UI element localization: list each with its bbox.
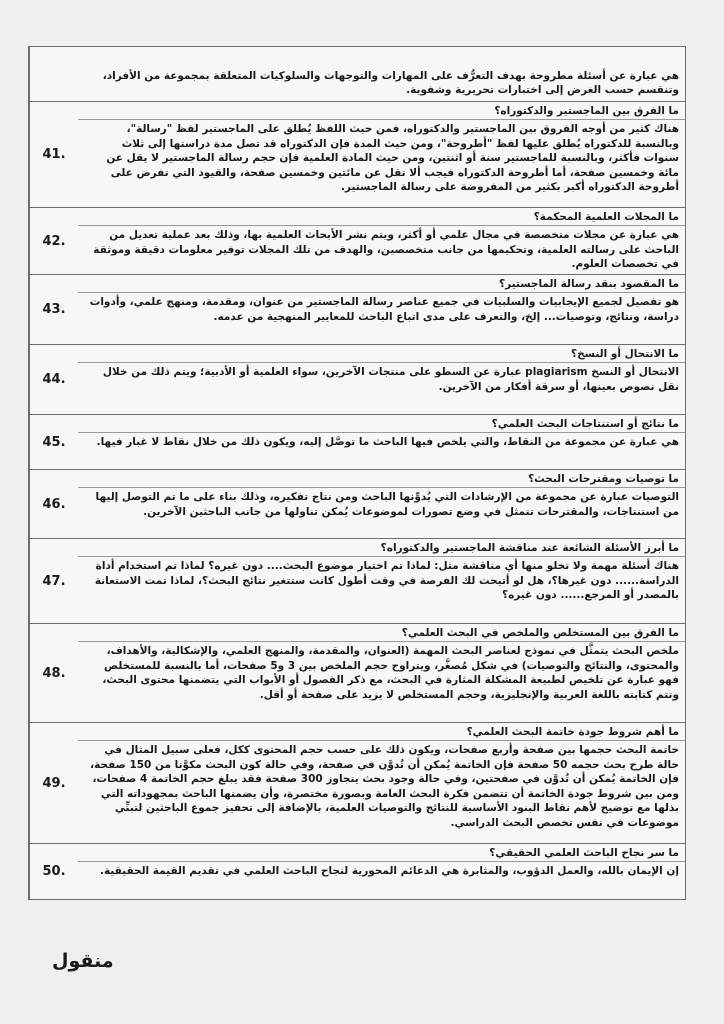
qa-cell	[78, 723, 685, 843]
answer-text: هي عبارة عن مجلات متخصصة في مجال علمي أو أكثر، ويتم نشر الأبحاث العلمية بها، وذلك بعد عملية تعديل من الباحث على رسالته العلمية، وتحكيمها من جانب متخصصين، والهدف من تلك المجلات توفير معلومات دقيقة وموثقة في تخصصات العلوم.	[93, 229, 679, 271]
answer-text: التوصيات عبارة عن مجموعة من الإرشادات التي يُدوِّنها الباحث ومن نتاج تفكيره، وذلك بناء على ما تم التوصل إليها من استنتاجات، والمقترحات تتمثل في وضع تصورات لموضوعات يُمكن تناولها من جانب الباحثين الآخرين.	[95, 491, 679, 518]
answer-text-part: عبارة عن السطو على منتجات الآخرين، سواء العلمية أو الأدبية؛ ويتم ذلك من خلال نقل نصوص بعينها، أو سرقة أفكار من الآخرين.	[102, 366, 679, 393]
question-text: ما نتائج أو استنتاجات البحث العلمي؟	[78, 417, 685, 433]
answer-text-part: الانتحال أو النسخ	[587, 366, 679, 378]
qa-cell	[78, 415, 685, 469]
row-number: 41.	[29, 102, 78, 207]
table-row	[29, 47, 685, 101]
row-number: 49.	[29, 723, 78, 843]
answer-text: هناك كثير من أوجه الفروق بين الماجستير والدكتوراه، فمن حيث اللفظ يُطلق على الماجستير لفظ "رسالة"، وبالنسبة للدكتوراه يُطلق عليها لفظ "أطروحة"، ومن حيث المدة فإن الدكتوراه قد تصل مدة دراستها إلى ثلاث سنوات فأكثر، وبالنسبة للماجستير سنة أو اثنتين، ومن حيث المادة العلمية فإن حجم رسالة الماجستير لا يقل عن مائة وخمسين صفحة، أما أطروحة الدكتوراه فيجب ألا تقل عن مائتين وخمسين صفحة، والقيود التي تفرض على أطروحة الدكتوراه أكبر بكثير من المفروضة على رسالة الماجستير.	[106, 123, 679, 194]
table-row	[29, 414, 685, 469]
qa-cell	[78, 844, 685, 899]
question-text: ما الفرق بين الماجستير والدكتوراه؟	[78, 104, 685, 120]
qa-cell	[78, 208, 685, 274]
answer-text: خاتمة البحث حجمها بين صفحة وأربع صفحات، ويكون ذلك على حسب حجم المحتوى ككل، فعلى سبيل المثال في حالة طرح بحث حجمه 50 صفحة فإن الخاتمة يُمكن أن تُدوَّن في صفحة، وفي حالة كون البحث مكوَّنا من 150 صفحة، فإن الخاتمة يُمكن أن تُدوَّن في صفحتين، وفي حالة وجود بحث يتجاوز 300 صفحة فقد يبلغ حجم الخاتمة 4 صفحات، ومن بين شروط جودة الخاتمة أن تتضمن فكرة البحث العامة وبصورة مختصرة، وأن يضمنها الباحث بمجهوداته التي بذلها مع توضيح لأهم نقاط البنود الأساسية للنتائج والتوصيات العلمية، بالإضافة إلى تحفيز جموع الباحثين لتبنِّي موضوعات في نفس تخصص البحث الدراسي.	[90, 744, 679, 829]
source-note: منقول	[52, 950, 114, 972]
table-row	[29, 344, 685, 414]
question-text: ما المقصود بنقد رسالة الماجستير؟	[78, 277, 685, 293]
row-number: 44.	[29, 345, 78, 414]
question-text: ما الانتحال أو النسخ؟	[78, 347, 685, 363]
question-text: ما المجلات العلمية المحكمة؟	[78, 210, 685, 226]
answer-text: ملخص البحث يتمثَّل في نموذج لعناصر البحث المهمة (العنوان، والمقدمة، والمنهج العلمي، والإشكالية، والأهداف، والمحتوى، والنتائج والتوصيات) في شكل مُصغَّر، ويتراوح حجم الملخص بين 3 و5 صفحات، أما بالنسبة للمستخلص فهو عبارة عن تلخيص لطبيعة المشكلة المثارة في البحث، مع ذكر الفصول أو الأبواب التي يتضمنها محتوى البحث، وتتم كتابته باللغة العربية والإنجليزية، وحجم المستخلص لا يزيد على صفحة أو أقل.	[102, 645, 679, 701]
table-row	[29, 843, 685, 899]
answer-text: إن الإيمان بالله، والعمل الدؤوب، والمثابرة هي الدعائم المحورية لنجاح الباحث العلمي في تقديم القيمة الحقيقية.	[99, 865, 679, 877]
table-row	[29, 274, 685, 344]
table-row	[29, 207, 685, 274]
question-text: ما أبرز الأسئلة الشائعة عند مناقشة الماجستير والدكتوراه؟	[78, 541, 685, 557]
row-number: 48.	[29, 624, 78, 722]
table-row	[29, 722, 685, 843]
row-number: 46.	[29, 470, 78, 538]
question-text: ما سر نجاح الباحث العلمي الحقيقي؟	[78, 846, 685, 862]
question-text: ما أهم شروط جودة خاتمة البحث العلمي؟	[78, 725, 685, 741]
answer-text: هناك أسئلة مهمة ولا تخلو منها أي مناقشة مثل: لماذا تم اختيار موضوع البحث.... دون غيره؟ لماذا تم استخدام أداة الدراسة...... دون غيرها؟، هل لو أتيحت لك الفرصة في وقت أطول كانت ستتغير نتائج البحث؟، لماذا تمت الاستعانة بالمصدر أو المرجع...... دون غيره؟	[94, 560, 679, 602]
qa-cell	[78, 102, 685, 207]
row-number: 42.	[29, 208, 78, 274]
table-row	[29, 623, 685, 722]
qa-cell	[78, 624, 685, 722]
qa-table	[28, 46, 686, 900]
answer-text: هي عبارة عن مجموعة من النقاط، والتي يلخص فيها الباحث ما توصَّل إليه، ويكون ذلك من خلال نقاط لا غبار فيها.	[96, 436, 679, 448]
row-number: 45.	[29, 415, 78, 469]
qa-cell	[78, 470, 685, 538]
row-number: 47.	[29, 539, 78, 623]
answer-text: هو تفصيل لجميع الإيجابيات والسلبيات في جميع عناصر رسالة الماجستير من عنوان، ومقدمة، ومنهج علمي، وأدوات دراسة، ونتائج، وتوصيات... إلخ، والتعرف على مدى اتباع الباحث للمعايير المنهجية من عدمه.	[89, 296, 679, 323]
answer-text: هي عبارة عن أسئلة مطروحة بهدف التعرُّف على المهارات والتوجهات والسلوكيات المتعلقة بمجموعة من الأفراد، وتنقسم حسب الغرض إلى اختبارات تحريرية وشفوية.	[102, 69, 679, 97]
qa-cell	[78, 539, 685, 623]
row-number: 50.	[29, 844, 78, 899]
qa-cell	[78, 275, 685, 344]
table-row	[29, 538, 685, 623]
question-text: ما توصيات ومقترحات البحث؟	[78, 472, 685, 488]
answer-text	[86, 365, 679, 394]
row-number	[29, 47, 78, 101]
answer-cell	[78, 47, 685, 101]
row-number: 43.	[29, 275, 78, 344]
question-text: ما الفرق بين المستخلص والملخص في البحث العلمي؟	[78, 626, 685, 642]
table-row	[29, 101, 685, 207]
qa-cell	[78, 345, 685, 414]
table-row	[29, 469, 685, 538]
english-term: plagiarism	[525, 366, 588, 378]
